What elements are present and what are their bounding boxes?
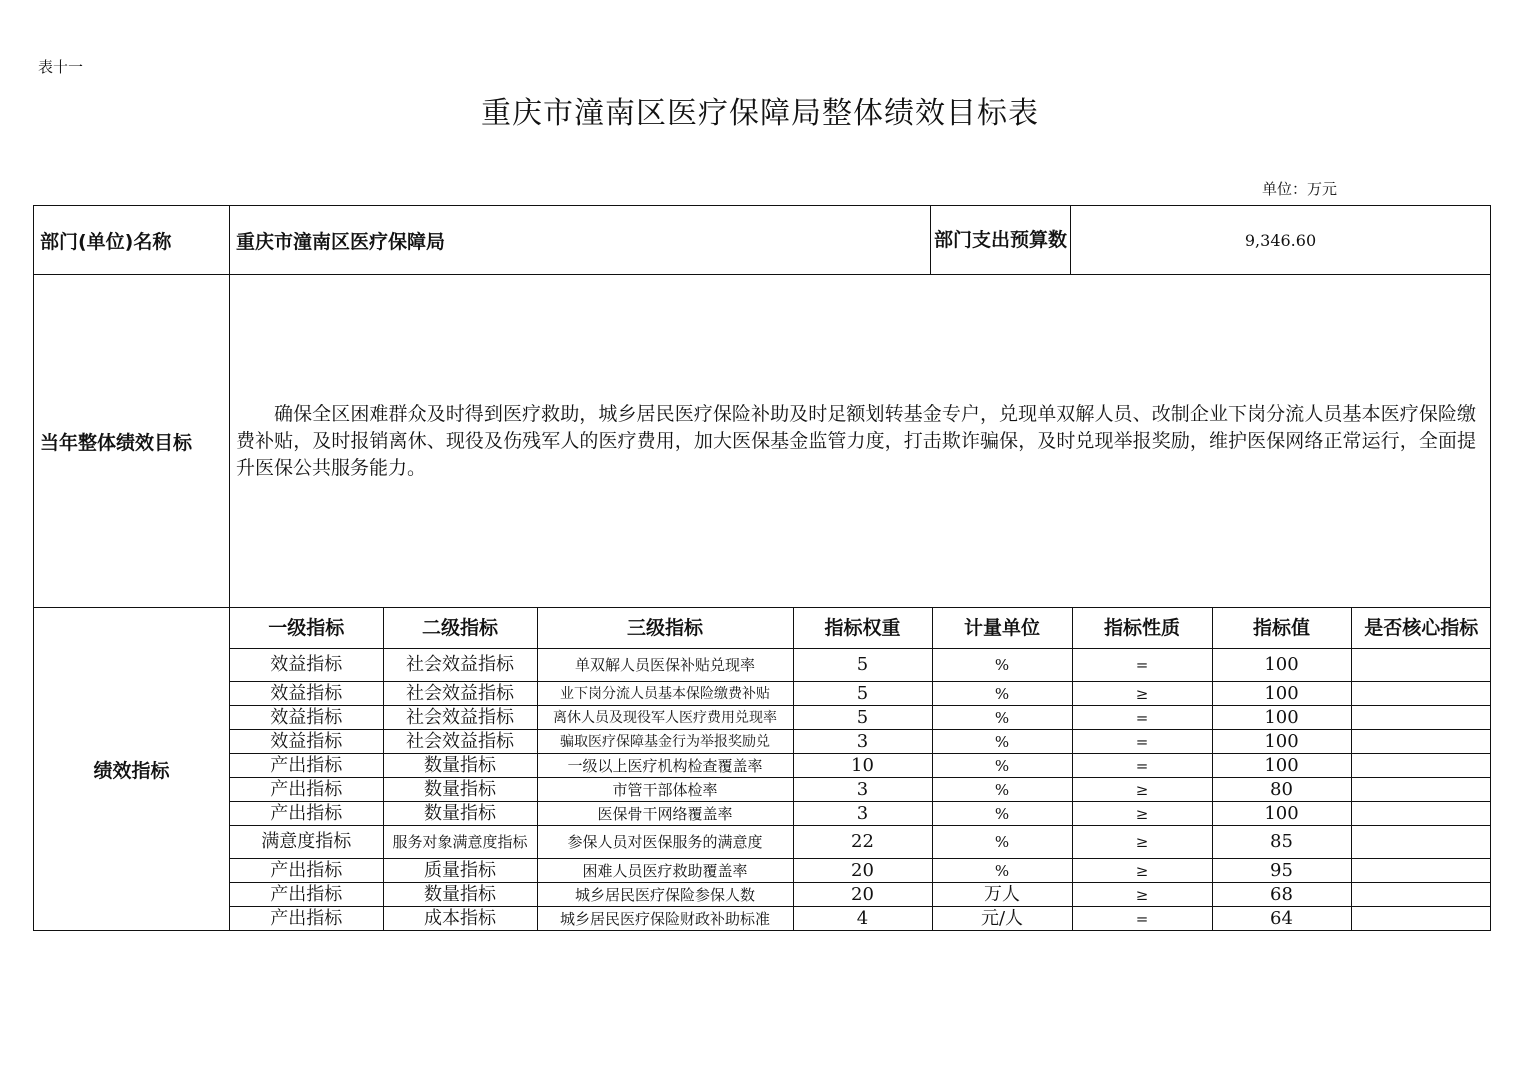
cell-level3: 参保人员对医保服务的满意度 — [537, 826, 793, 859]
cell-weight: 3 — [793, 730, 932, 754]
cell-level3: 市管干部体检率 — [537, 778, 793, 802]
cell-level1: 效益指标 — [230, 730, 383, 754]
cell-core — [1351, 706, 1491, 730]
cell-weight: 20 — [793, 883, 932, 907]
cell-weight: 22 — [793, 826, 932, 859]
cell-level3: 骗取医疗保障基金行为举报奖励兑 — [537, 730, 793, 754]
cell-level1: 效益指标 — [230, 706, 383, 730]
cell-weight: 5 — [793, 682, 932, 706]
table-row — [230, 649, 1491, 682]
cell-nature: ≥ — [1072, 883, 1212, 907]
table-row — [230, 778, 1491, 802]
cell-level2: 数量指标 — [383, 778, 537, 802]
cell-value: 100 — [1212, 802, 1351, 826]
cell-level3: 业下岗分流人员基本保险缴费补贴 — [537, 682, 793, 706]
cell-level1: 效益指标 — [230, 649, 383, 682]
cell-level2: 社会效益指标 — [383, 706, 537, 730]
cell-level2: 成本指标 — [383, 907, 537, 931]
header-weight: 指标权重 — [793, 608, 932, 649]
cell-core — [1351, 826, 1491, 859]
cell-weight: 3 — [793, 802, 932, 826]
cell-level1: 产出指标 — [230, 802, 383, 826]
cell-core — [1351, 649, 1491, 682]
cell-weight: 20 — [793, 859, 932, 883]
cell-level3: 医保骨干网络覆盖率 — [537, 802, 793, 826]
cell-nature: = — [1072, 907, 1212, 931]
performance-table — [33, 205, 1491, 931]
cell-core — [1351, 859, 1491, 883]
cell-level3: 一级以上医疗机构检查覆盖率 — [537, 754, 793, 778]
cell-level1: 满意度指标 — [230, 826, 383, 859]
table-row — [230, 883, 1491, 907]
header-unit: 计量单位 — [932, 608, 1072, 649]
cell-unit: 元/人 — [932, 907, 1072, 931]
cell-level1: 效益指标 — [230, 682, 383, 706]
cell-level1: 产出指标 — [230, 859, 383, 883]
header-level3: 三级指标 — [537, 608, 793, 649]
cell-level3: 城乡居民医疗保险参保人数 — [537, 883, 793, 907]
cell-level2: 数量指标 — [383, 754, 537, 778]
cell-unit: 万人 — [932, 883, 1072, 907]
dept-name-label: 部门(单位)名称 — [34, 206, 230, 275]
cell-core — [1351, 802, 1491, 826]
cell-value: 100 — [1212, 649, 1351, 682]
cell-value: 100 — [1212, 754, 1351, 778]
cell-nature: ≥ — [1072, 682, 1212, 706]
header-level2: 二级指标 — [383, 608, 537, 649]
cell-level1: 产出指标 — [230, 778, 383, 802]
cell-level2: 服务对象满意度指标 — [383, 826, 537, 859]
cell-level1: 产出指标 — [230, 907, 383, 931]
table-row — [230, 859, 1491, 883]
cell-weight: 3 — [793, 778, 932, 802]
dept-name-value: 重庆市潼南区医疗保障局 — [230, 206, 931, 275]
table-row — [230, 826, 1491, 859]
indicator-table — [230, 608, 1491, 930]
unit-label: 单位：万元 — [1262, 180, 1338, 198]
header-nature: 指标性质 — [1072, 608, 1212, 649]
cell-unit: % — [932, 706, 1072, 730]
cell-level1: 产出指标 — [230, 883, 383, 907]
cell-unit: % — [932, 802, 1072, 826]
cell-unit: % — [932, 682, 1072, 706]
header-value: 指标值 — [1212, 608, 1351, 649]
cell-unit: % — [932, 649, 1072, 682]
cell-nature: ≥ — [1072, 778, 1212, 802]
cell-level2: 数量指标 — [383, 883, 537, 907]
cell-weight: 5 — [793, 706, 932, 730]
cell-core — [1351, 682, 1491, 706]
cell-nature: = — [1072, 706, 1212, 730]
cell-value: 100 — [1212, 682, 1351, 706]
cell-value: 100 — [1212, 730, 1351, 754]
cell-weight: 10 — [793, 754, 932, 778]
cell-unit: % — [932, 778, 1072, 802]
table-row — [230, 907, 1491, 931]
cell-level2: 社会效益指标 — [383, 649, 537, 682]
indicator-header-row — [230, 608, 1491, 649]
cell-level2: 社会效益指标 — [383, 682, 537, 706]
cell-unit: % — [932, 754, 1072, 778]
cell-nature: = — [1072, 754, 1212, 778]
table-row — [230, 754, 1491, 778]
cell-unit: % — [932, 730, 1072, 754]
goal-text: 确保全区困难群众及时得到医疗救助，城乡居民医疗保险补助及时足额划转基金专户，兑现单双解人员、改制企业下岗分流人员基本医疗保险缴费补贴，及时报销离休、现役及伤残军人的医疗费用，加大医保基金监管力度，打击欺诈骗保，及时兑现举报奖励，维护医保网络正常运行，全面提升医保公共服务能力。 — [230, 275, 1491, 608]
cell-nature: = — [1072, 730, 1212, 754]
cell-level3: 单双解人员医保补贴兑现率 — [537, 649, 793, 682]
cell-level2: 社会效益指标 — [383, 730, 537, 754]
cell-level3: 离休人员及现役军人医疗费用兑现率 — [537, 706, 793, 730]
cell-nature: ≥ — [1072, 826, 1212, 859]
table-row — [230, 706, 1491, 730]
cell-value: 68 — [1212, 883, 1351, 907]
cell-value: 95 — [1212, 859, 1351, 883]
cell-core — [1351, 754, 1491, 778]
cell-core — [1351, 907, 1491, 931]
cell-nature: ≥ — [1072, 802, 1212, 826]
cell-level1: 产出指标 — [230, 754, 383, 778]
perf-label: 绩效指标 — [34, 608, 230, 931]
cell-core — [1351, 778, 1491, 802]
goal-label: 当年整体绩效目标 — [34, 275, 230, 608]
cell-level2: 质量指标 — [383, 859, 537, 883]
cell-nature: ≥ — [1072, 859, 1212, 883]
cell-value: 100 — [1212, 706, 1351, 730]
cell-value: 64 — [1212, 907, 1351, 931]
cell-unit: % — [932, 859, 1072, 883]
table-row — [230, 730, 1491, 754]
cell-weight: 5 — [793, 649, 932, 682]
budget-value: 9,346.60 — [1071, 206, 1491, 275]
page-title: 重庆市潼南区医疗保障局整体绩效目标表 — [481, 96, 1039, 131]
header-level1: 一级指标 — [230, 608, 383, 649]
cell-weight: 4 — [793, 907, 932, 931]
cell-level3: 城乡居民医疗保险财政补助标准 — [537, 907, 793, 931]
cell-value: 85 — [1212, 826, 1351, 859]
table-row — [230, 682, 1491, 706]
cell-core — [1351, 883, 1491, 907]
table-number: 表十一 — [38, 58, 84, 76]
cell-nature: = — [1072, 649, 1212, 682]
cell-level2: 数量指标 — [383, 802, 537, 826]
header-core: 是否核心指标 — [1351, 608, 1491, 649]
cell-level3: 困难人员医疗救助覆盖率 — [537, 859, 793, 883]
budget-label: 部门支出预算数 — [931, 206, 1071, 275]
table-row — [230, 802, 1491, 826]
cell-unit: % — [932, 826, 1072, 859]
cell-core — [1351, 730, 1491, 754]
cell-value: 80 — [1212, 778, 1351, 802]
